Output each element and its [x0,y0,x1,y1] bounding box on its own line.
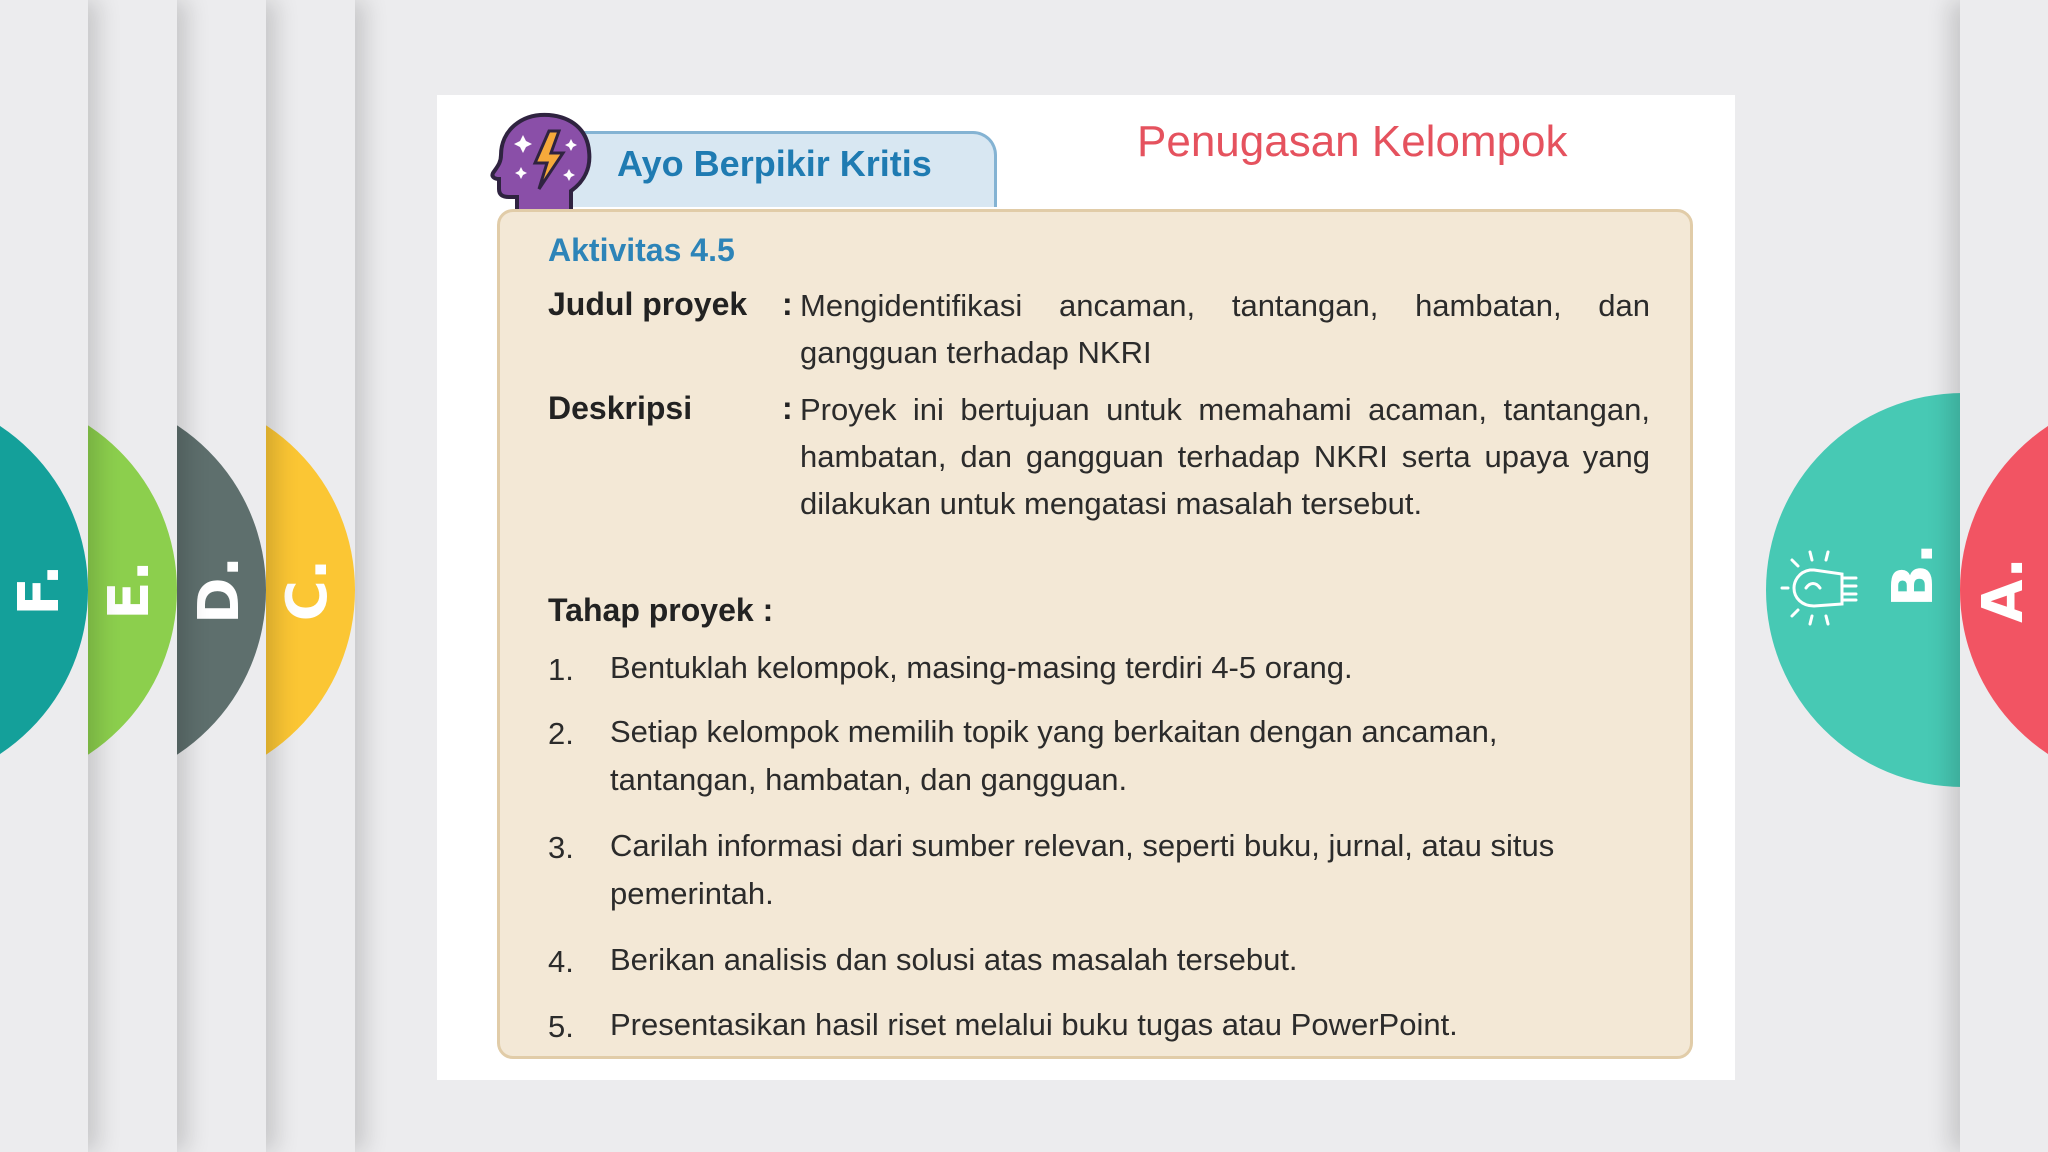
side-tab-f-letter: F. [7,564,72,616]
step-text: Berikan analisis dan solusi atas masalah tersebut. [610,942,1298,977]
description-value: Proyek ini bertujuan untuk memahami acaman, tantangan, hambatan, dan gangguan terhadap NKRI serta upaya yang dilakukan untuk mengatasi masalah tersebut. [800,392,1650,521]
side-tab-a-letter: A. [1971,557,2036,623]
step-number: 4. [548,944,574,979]
side-tab-e-letter: E. [97,560,162,620]
step-number: 5. [548,1009,574,1044]
brain-head-icon [487,109,597,219]
steps-label: Tahap proyek : [548,592,774,628]
side-tab-f[interactable] [0,0,88,1152]
step-number: 2. [548,716,574,751]
step-text: Carilah informasi dari sumber relevan, seperti buku, jurnal, atau situs pemerintah. [610,828,1555,911]
side-tab-d-letter: D. [187,556,252,624]
project-title-colon: : [782,286,793,322]
step-number: 3. [548,830,574,865]
slide-content [437,95,1735,1080]
step-number: 1. [548,652,574,687]
project-title-value: Mengidentifikasi ancaman, tantangan, hambatan, dan gangguan terhadap NKRI [800,288,1650,370]
description-label: Deskripsi [548,390,693,426]
side-tab-a[interactable] [1960,0,2048,1152]
heading-title: Ayo Berpikir Kritis [617,143,932,184]
page-title: Penugasan Kelompok [1137,117,1568,166]
lightbulb-icon [1780,548,1880,628]
step-text: Bentuklah kelompok, masing-masing terdiri 4-5 orang. [610,650,1353,685]
project-title-label: Judul proyek [548,286,748,322]
side-tab-b-letter: B. [1881,543,1946,607]
description-colon: : [782,390,793,426]
step-text: Setiap kelompok memilih topik yang berkaitan dengan ancaman, tantangan, hambatan, dan gangguan. [610,714,1498,797]
step-text: Presentasikan hasil riset melalui buku tugas atau PowerPoint. [610,1007,1458,1042]
activity-box [497,209,1693,1059]
side-tab-c-letter: C. [275,558,340,622]
activity-label: Aktivitas 4.5 [548,232,735,268]
